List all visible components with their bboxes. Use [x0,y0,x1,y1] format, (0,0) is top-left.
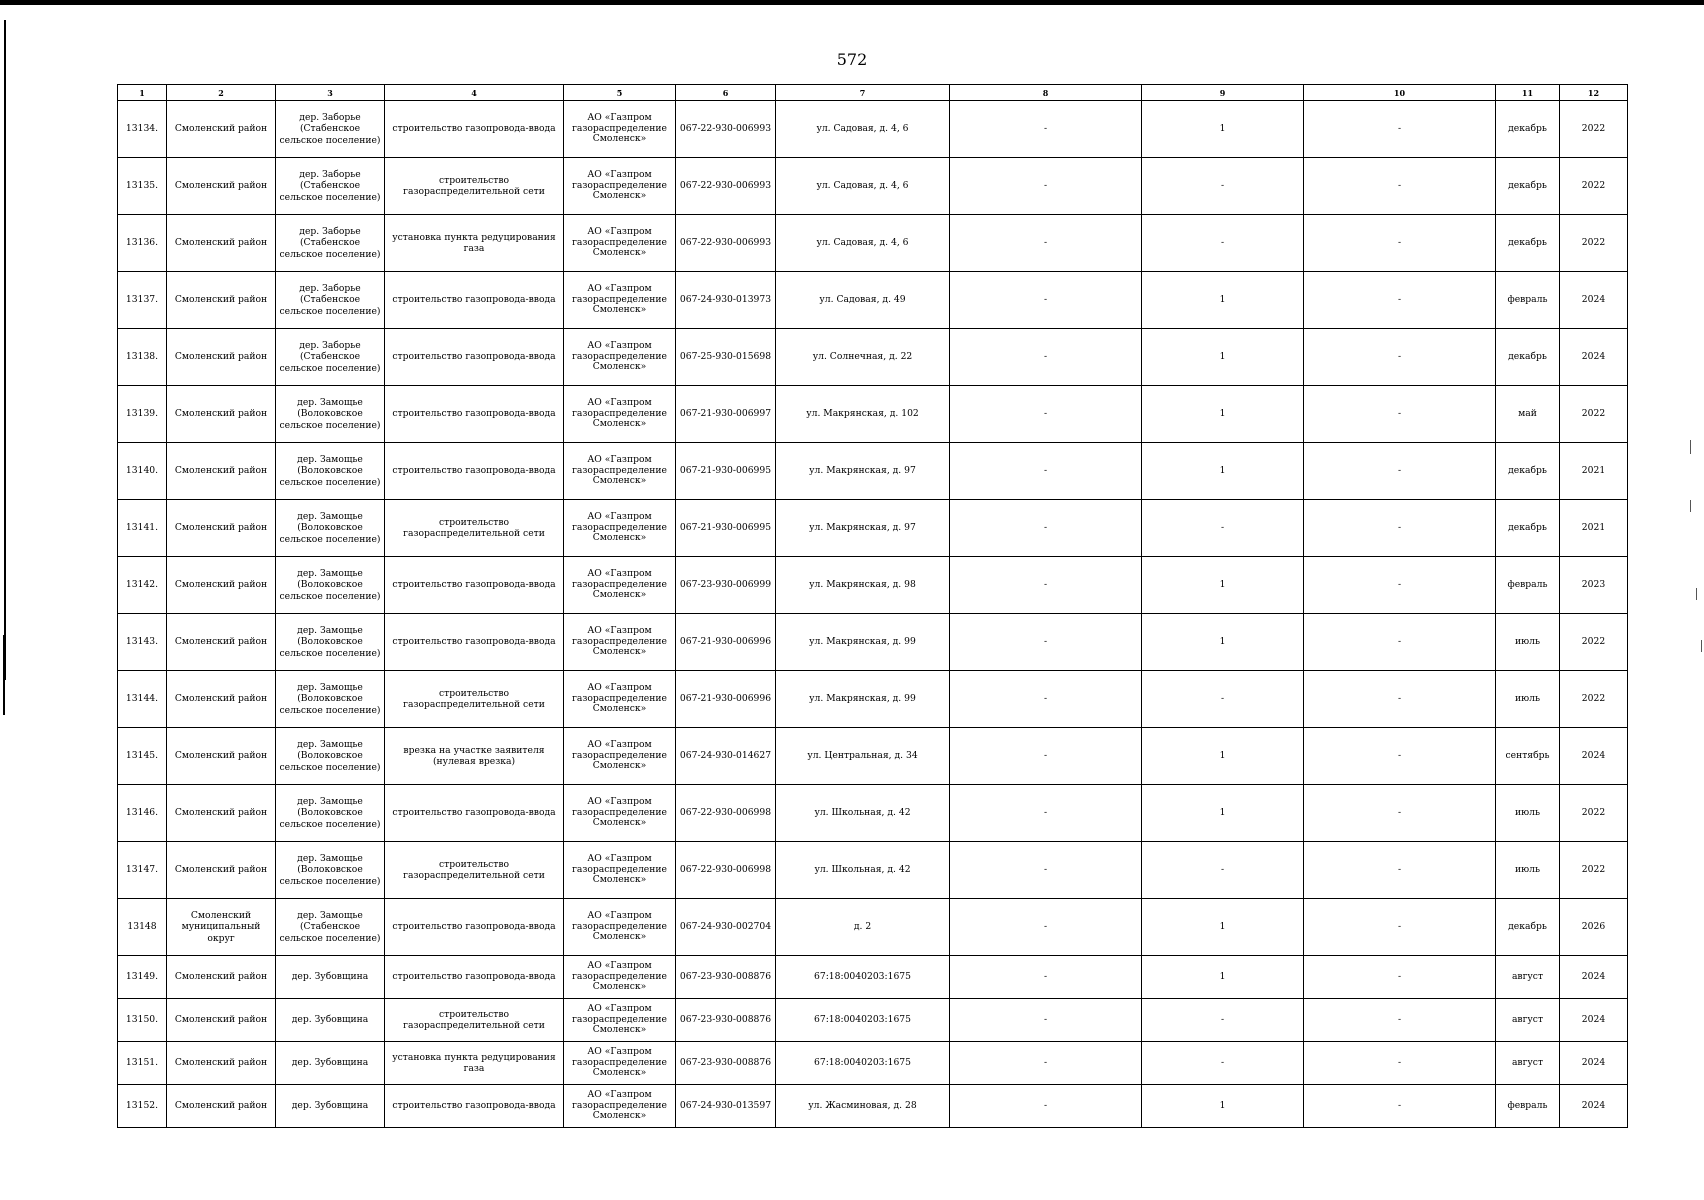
col10-cell: - [1304,671,1496,728]
col9-cell: - [1142,842,1304,899]
organization-cell: АО «Газпром газораспределение Смоленск» [564,785,676,842]
district-cell: Смоленский район [167,386,276,443]
month-cell: декабрь [1496,101,1560,158]
col8-cell: - [950,443,1142,500]
row-number: 13134. [118,101,167,158]
settlement-cell: дер. Замощье (Волоковское сельское поселение) [276,443,385,500]
address-cell: ул. Макрянская, д. 102 [776,386,950,443]
work-type-cell: строительство газопровода-ввода [385,386,564,443]
month-cell: февраль [1496,272,1560,329]
district-cell: Смоленский район [167,614,276,671]
col9-cell: 1 [1142,785,1304,842]
settlement-cell: дер. Замощье (Волоковское сельское поселение) [276,500,385,557]
registry-number-cell: 067-22-930-006998 [676,842,776,899]
col8-cell: - [950,614,1142,671]
district-cell: Смоленский район [167,1085,276,1128]
page-number: 572 [836,50,868,69]
column-header: 9 [1142,85,1304,101]
address-cell: ул. Солнечная, д. 22 [776,329,950,386]
organization-cell: АО «Газпром газораспределение Смоленск» [564,728,676,785]
organization-cell: АО «Газпром газораспределение Смоленск» [564,158,676,215]
col9-cell: 1 [1142,443,1304,500]
work-type-cell: строительство газопровода-ввода [385,1085,564,1128]
address-cell: 67:18:0040203:1675 [776,1042,950,1085]
work-type-cell: строительство газораспределительной сети [385,842,564,899]
organization-cell: АО «Газпром газораспределение Смоленск» [564,956,676,999]
registry-number-cell: 067-23-930-008876 [676,956,776,999]
settlement-cell: дер. Зубовщина [276,956,385,999]
col8-cell: - [950,1042,1142,1085]
month-cell: февраль [1496,557,1560,614]
registry-number-cell: 067-25-930-015698 [676,329,776,386]
registry-number-cell: 067-21-930-006995 [676,443,776,500]
col10-cell: - [1304,500,1496,557]
month-cell: август [1496,956,1560,999]
registry-number-cell: 067-21-930-006996 [676,614,776,671]
col10-cell: - [1304,1085,1496,1128]
col9-cell: - [1142,500,1304,557]
year-cell: 2022 [1560,158,1628,215]
settlement-cell: дер. Заборье (Стабенское сельское поселение) [276,158,385,215]
year-cell: 2023 [1560,557,1628,614]
address-cell: 67:18:0040203:1675 [776,999,950,1042]
district-cell: Смоленский район [167,842,276,899]
district-cell: Смоленский район [167,500,276,557]
year-cell: 2024 [1560,728,1628,785]
col8-cell: - [950,785,1142,842]
work-type-cell: строительство газопровода-ввода [385,956,564,999]
left-border-line [4,20,6,680]
district-cell: Смоленский район [167,329,276,386]
district-cell: Смоленский район [167,728,276,785]
settlement-cell: дер. Замощье (Волоковское сельское поселение) [276,557,385,614]
district-cell: Смоленский район [167,158,276,215]
row-number: 13152. [118,1085,167,1128]
col9-cell: 1 [1142,386,1304,443]
column-header: 6 [676,85,776,101]
settlement-cell: дер. Замощье (Волоковское сельское поселение) [276,785,385,842]
organization-cell: АО «Газпром газораспределение Смоленск» [564,842,676,899]
organization-cell: АО «Газпром газораспределение Смоленск» [564,101,676,158]
organization-cell: АО «Газпром газораспределение Смоленск» [564,443,676,500]
column-header: 1 [118,85,167,101]
data-table [117,84,1628,1128]
row-number: 13142. [118,557,167,614]
table-row [118,500,1628,557]
settlement-cell: дер. Заборье (Стабенское сельское поселение) [276,329,385,386]
organization-cell: АО «Газпром газораспределение Смоленск» [564,557,676,614]
table-row [118,614,1628,671]
table-row [118,1042,1628,1085]
col9-cell: - [1142,671,1304,728]
table-row [118,386,1628,443]
col9-cell: 1 [1142,557,1304,614]
registry-number-cell: 067-23-930-006999 [676,557,776,614]
year-cell: 2022 [1560,671,1628,728]
col9-cell: 1 [1142,728,1304,785]
work-type-cell: установка пункта редуцирования газа [385,215,564,272]
settlement-cell: дер. Зубовщина [276,1042,385,1085]
col8-cell: - [950,158,1142,215]
col10-cell: - [1304,101,1496,158]
address-cell: ул. Садовая, д. 4, 6 [776,101,950,158]
col8-cell: - [950,956,1142,999]
address-cell: ул. Садовая, д. 4, 6 [776,215,950,272]
organization-cell: АО «Газпром газораспределение Смоленск» [564,215,676,272]
column-header: 3 [276,85,385,101]
registry-number-cell: 067-24-930-002704 [676,899,776,956]
month-cell: июль [1496,785,1560,842]
row-number: 13139. [118,386,167,443]
work-type-cell: строительство газопровода-ввода [385,614,564,671]
settlement-cell: дер. Заборье (Стабенское сельское поселение) [276,215,385,272]
district-cell: Смоленский район [167,272,276,329]
edge-mark [1690,440,1691,454]
col8-cell: - [950,671,1142,728]
col8-cell: - [950,728,1142,785]
settlement-cell: дер. Замощье (Волоковское сельское поселение) [276,671,385,728]
settlement-cell: дер. Замощье (Волоковское сельское поселение) [276,728,385,785]
col10-cell: - [1304,443,1496,500]
settlement-cell: дер. Замощье (Стабенское сельское поселение) [276,899,385,956]
col8-cell: - [950,329,1142,386]
address-cell: ул. Макрянская, д. 99 [776,614,950,671]
registry-number-cell: 067-21-930-006995 [676,500,776,557]
address-cell: ул. Садовая, д. 4, 6 [776,158,950,215]
row-number: 13150. [118,999,167,1042]
table-header-row [118,85,1628,101]
work-type-cell: строительство газопровода-ввода [385,557,564,614]
col10-cell: - [1304,956,1496,999]
address-cell: 67:18:0040203:1675 [776,956,950,999]
year-cell: 2022 [1560,785,1628,842]
table-row [118,899,1628,956]
col10-cell: - [1304,728,1496,785]
col8-cell: - [950,386,1142,443]
row-number: 13141. [118,500,167,557]
address-cell: ул. Макрянская, д. 97 [776,500,950,557]
registry-number-cell: 067-23-930-008876 [676,1042,776,1085]
col9-cell: 1 [1142,101,1304,158]
work-type-cell: строительство газопровода-ввода [385,899,564,956]
year-cell: 2022 [1560,101,1628,158]
col8-cell: - [950,999,1142,1042]
address-cell: ул. Макрянская, д. 98 [776,557,950,614]
district-cell: Смоленский район [167,101,276,158]
district-cell: Смоленский район [167,999,276,1042]
month-cell: декабрь [1496,443,1560,500]
table-row [118,728,1628,785]
month-cell: август [1496,999,1560,1042]
row-number: 13147. [118,842,167,899]
district-cell: Смоленский район [167,1042,276,1085]
settlement-cell: дер. Зубовщина [276,999,385,1042]
table-row [118,272,1628,329]
col9-cell: 1 [1142,329,1304,386]
row-number: 13136. [118,215,167,272]
col10-cell: - [1304,272,1496,329]
district-cell: Смоленский муниципальный округ [167,899,276,956]
col8-cell: - [950,557,1142,614]
month-cell: июль [1496,842,1560,899]
registry-number-cell: 067-21-930-006996 [676,671,776,728]
column-header: 2 [167,85,276,101]
row-number: 13138. [118,329,167,386]
month-cell: июль [1496,614,1560,671]
row-number: 13146. [118,785,167,842]
registry-number-cell: 067-22-930-006993 [676,215,776,272]
column-header: 12 [1560,85,1628,101]
organization-cell: АО «Газпром газораспределение Смоленск» [564,614,676,671]
table-row [118,443,1628,500]
edge-mark [1690,500,1691,512]
row-number: 13143. [118,614,167,671]
month-cell: декабрь [1496,158,1560,215]
col9-cell: - [1142,215,1304,272]
column-header: 5 [564,85,676,101]
month-cell: сентябрь [1496,728,1560,785]
table-row [118,956,1628,999]
settlement-cell: дер. Замощье (Волоковское сельское поселение) [276,386,385,443]
district-cell: Смоленский район [167,671,276,728]
table-row [118,671,1628,728]
organization-cell: АО «Газпром газораспределение Смоленск» [564,671,676,728]
year-cell: 2022 [1560,386,1628,443]
year-cell: 2024 [1560,956,1628,999]
address-cell: ул. Центральная, д. 34 [776,728,950,785]
col8-cell: - [950,215,1142,272]
col10-cell: - [1304,329,1496,386]
col10-cell: - [1304,158,1496,215]
work-type-cell: строительство газопровода-ввода [385,329,564,386]
row-number: 13151. [118,1042,167,1085]
row-number: 13135. [118,158,167,215]
organization-cell: АО «Газпром газораспределение Смоленск» [564,999,676,1042]
work-type-cell: врезка на участке заявителя (нулевая врезка) [385,728,564,785]
organization-cell: АО «Газпром газораспределение Смоленск» [564,1085,676,1128]
registry-number-cell: 067-24-930-014627 [676,728,776,785]
col9-cell: 1 [1142,899,1304,956]
col8-cell: - [950,842,1142,899]
year-cell: 2022 [1560,215,1628,272]
district-cell: Смоленский район [167,785,276,842]
column-header: 10 [1304,85,1496,101]
col9-cell: 1 [1142,956,1304,999]
year-cell: 2021 [1560,443,1628,500]
organization-cell: АО «Газпром газораспределение Смоленск» [564,500,676,557]
settlement-cell: дер. Заборье (Стабенское сельское поселение) [276,272,385,329]
column-header: 11 [1496,85,1560,101]
row-number: 13137. [118,272,167,329]
address-cell: ул. Садовая, д. 49 [776,272,950,329]
col9-cell: - [1142,1042,1304,1085]
month-cell: август [1496,1042,1560,1085]
col8-cell: - [950,899,1142,956]
year-cell: 2026 [1560,899,1628,956]
organization-cell: АО «Газпром газораспределение Смоленск» [564,1042,676,1085]
top-border-line [0,0,1704,5]
settlement-cell: дер. Заборье (Стабенское сельское поселение) [276,101,385,158]
month-cell: декабрь [1496,500,1560,557]
column-header: 7 [776,85,950,101]
district-cell: Смоленский район [167,956,276,999]
table-row [118,158,1628,215]
col8-cell: - [950,1085,1142,1128]
registry-number-cell: 067-22-930-006998 [676,785,776,842]
col10-cell: - [1304,899,1496,956]
col9-cell: 1 [1142,272,1304,329]
col10-cell: - [1304,785,1496,842]
work-type-cell: строительство газораспределительной сети [385,671,564,728]
row-number: 13140. [118,443,167,500]
year-cell: 2022 [1560,842,1628,899]
settlement-cell: дер. Замощье (Волоковское сельское поселение) [276,614,385,671]
registry-number-cell: 067-24-930-013973 [676,272,776,329]
settlement-cell: дер. Замощье (Волоковское сельское поселение) [276,842,385,899]
col10-cell: - [1304,215,1496,272]
table-row [118,842,1628,899]
address-cell: ул. Школьная, д. 42 [776,842,950,899]
month-cell: июль [1496,671,1560,728]
work-type-cell: строительство газопровода-ввода [385,272,564,329]
row-number: 13144. [118,671,167,728]
month-cell: февраль [1496,1085,1560,1128]
district-cell: Смоленский район [167,443,276,500]
year-cell: 2024 [1560,329,1628,386]
col10-cell: - [1304,999,1496,1042]
table-row [118,785,1628,842]
col8-cell: - [950,272,1142,329]
district-cell: Смоленский район [167,557,276,614]
table-row [118,999,1628,1042]
work-type-cell: строительство газопровода-ввода [385,101,564,158]
year-cell: 2024 [1560,999,1628,1042]
row-number: 13148 [118,899,167,956]
district-cell: Смоленский район [167,215,276,272]
col9-cell: - [1142,158,1304,215]
address-cell: ул. Жасминовая, д. 28 [776,1085,950,1128]
organization-cell: АО «Газпром газораспределение Смоленск» [564,899,676,956]
table-row [118,557,1628,614]
table-row [118,215,1628,272]
registry-number-cell: 067-23-930-008876 [676,999,776,1042]
col9-cell: 1 [1142,614,1304,671]
col10-cell: - [1304,1042,1496,1085]
col10-cell: - [1304,557,1496,614]
year-cell: 2024 [1560,272,1628,329]
col8-cell: - [950,500,1142,557]
table-row [118,101,1628,158]
col9-cell: 1 [1142,1085,1304,1128]
work-type-cell: строительство газораспределительной сети [385,158,564,215]
col10-cell: - [1304,386,1496,443]
registry-number-cell: 067-22-930-006993 [676,101,776,158]
col9-cell: - [1142,999,1304,1042]
organization-cell: АО «Газпром газораспределение Смоленск» [564,329,676,386]
year-cell: 2024 [1560,1085,1628,1128]
col10-cell: - [1304,842,1496,899]
table-row [118,1085,1628,1128]
col10-cell: - [1304,614,1496,671]
organization-cell: АО «Газпром газораспределение Смоленск» [564,386,676,443]
address-cell: ул. Макрянская, д. 99 [776,671,950,728]
row-number: 13145. [118,728,167,785]
column-header: 8 [950,85,1142,101]
year-cell: 2024 [1560,1042,1628,1085]
registry-number-cell: 067-22-930-006993 [676,158,776,215]
left-border-mark [3,635,5,715]
edge-mark [1696,588,1697,600]
month-cell: декабрь [1496,899,1560,956]
month-cell: декабрь [1496,215,1560,272]
col8-cell: - [950,101,1142,158]
table-row [118,329,1628,386]
address-cell: ул. Макрянская, д. 97 [776,443,950,500]
address-cell: ул. Школьная, д. 42 [776,785,950,842]
month-cell: май [1496,386,1560,443]
work-type-cell: строительство газораспределительной сети [385,500,564,557]
work-type-cell: строительство газораспределительной сети [385,999,564,1042]
month-cell: декабрь [1496,329,1560,386]
address-cell: д. 2 [776,899,950,956]
year-cell: 2022 [1560,614,1628,671]
settlement-cell: дер. Зубовщина [276,1085,385,1128]
edge-mark [1701,640,1702,652]
work-type-cell: строительство газопровода-ввода [385,443,564,500]
row-number: 13149. [118,956,167,999]
work-type-cell: установка пункта редуцирования газа [385,1042,564,1085]
year-cell: 2021 [1560,500,1628,557]
registry-number-cell: 067-21-930-006997 [676,386,776,443]
organization-cell: АО «Газпром газораспределение Смоленск» [564,272,676,329]
column-header: 4 [385,85,564,101]
work-type-cell: строительство газопровода-ввода [385,785,564,842]
registry-number-cell: 067-24-930-013597 [676,1085,776,1128]
